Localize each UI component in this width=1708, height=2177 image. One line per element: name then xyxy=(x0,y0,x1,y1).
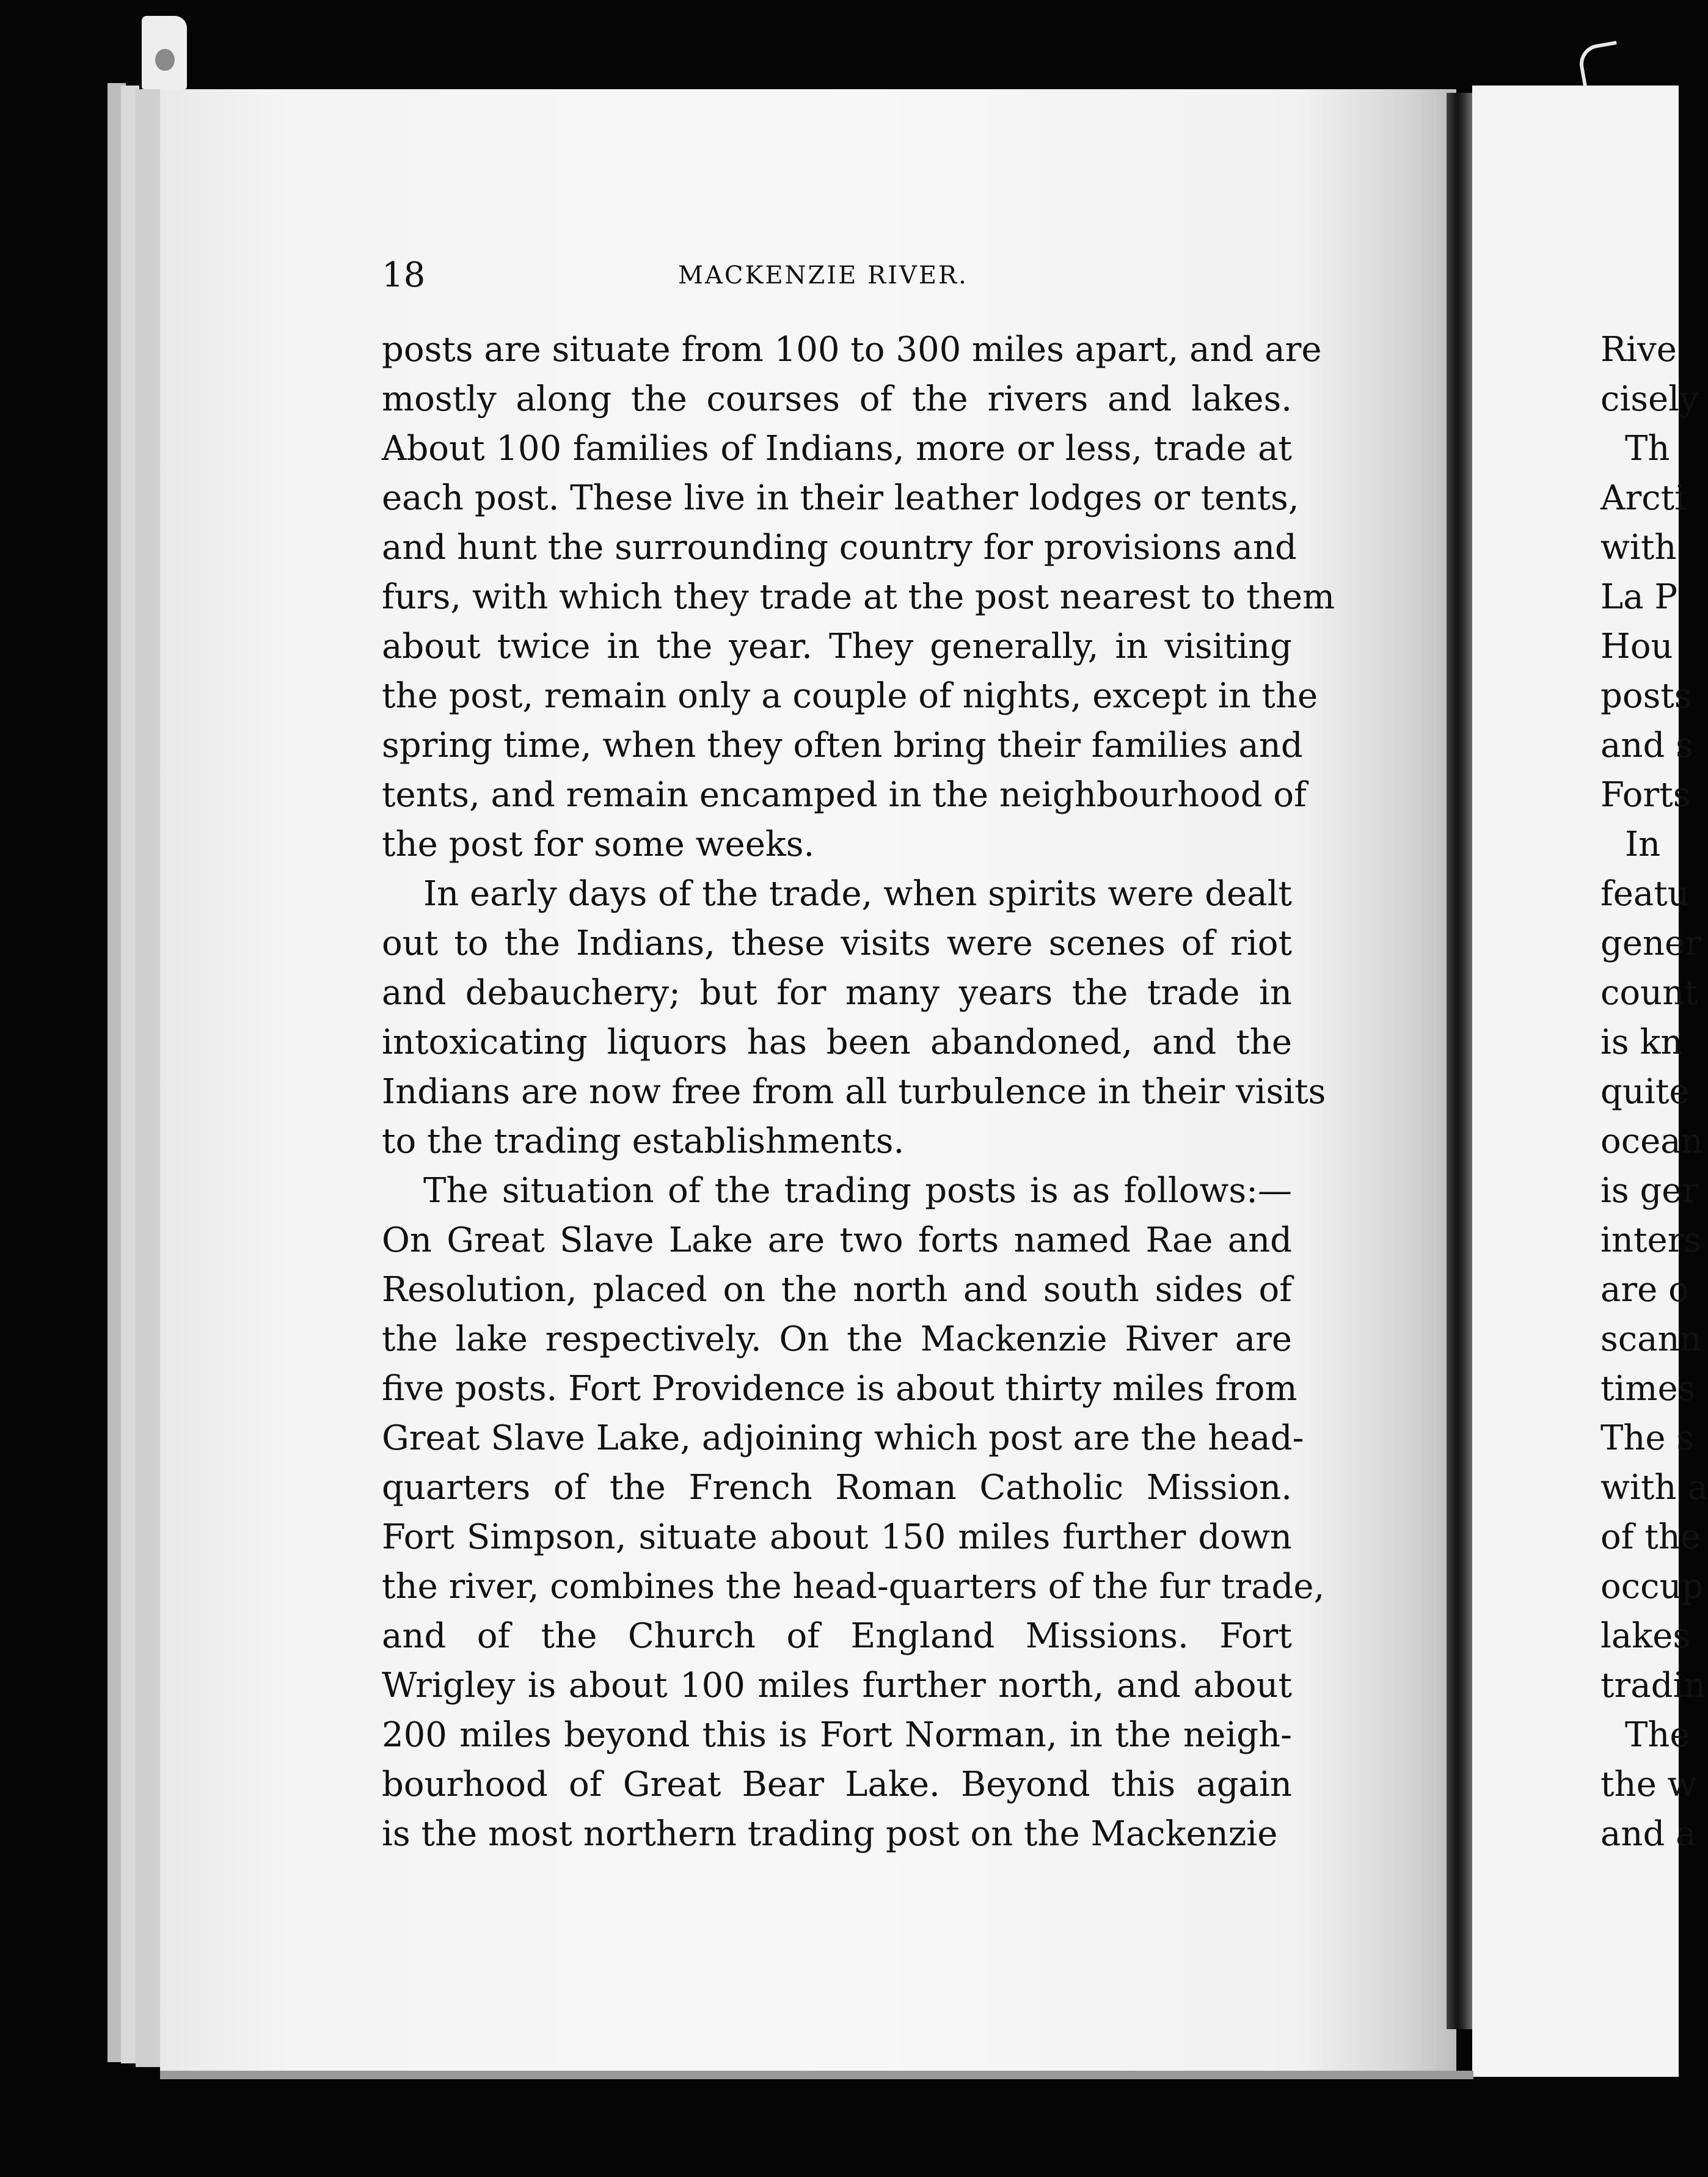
right-text-line: inters xyxy=(1600,1220,1702,1260)
right-text-line: La P xyxy=(1600,577,1678,617)
text-line: furs, with which they trade at the post nearest to them xyxy=(382,577,1335,617)
running-title: MACKENZIE RIVER. xyxy=(678,261,968,290)
paper-tab-scrap xyxy=(142,16,187,89)
scan-artifact xyxy=(1577,41,1623,87)
text-line: and of the Church of England Missions. Fort xyxy=(382,1616,1292,1656)
text-line: 200 miles beyond this is Fort Norman, in the neigh- xyxy=(382,1715,1292,1755)
text-line: mostly along the courses of the rivers and lakes. xyxy=(382,379,1292,419)
text-line: In early days of the trade, when spirits were dealt xyxy=(423,874,1292,914)
text-line: to the trading establishments. xyxy=(382,1121,905,1161)
text-line: About 100 families of Indians, more or less, trade at xyxy=(382,429,1292,469)
text-line: intoxicating liquors has been abandoned, and the xyxy=(382,1023,1292,1062)
right-text-line: The xyxy=(1625,1715,1690,1755)
text-line: posts are situate from 100 to 300 miles apart, and are xyxy=(382,330,1322,370)
right-text-line: and s xyxy=(1600,726,1693,765)
right-text-line: ocean xyxy=(1600,1121,1703,1161)
text-line: Indians are now free from all turbulence in their visits xyxy=(382,1072,1326,1112)
text-line: and debauchery; but for many years the trade in xyxy=(382,973,1292,1013)
right-text-line: Forts xyxy=(1600,775,1691,815)
right-text-line: cisely xyxy=(1600,379,1699,419)
text-line: the lake respectively. On the Mackenzie River are xyxy=(382,1319,1292,1359)
right-text-line: with a xyxy=(1600,1468,1708,1508)
text-line: Wrigley is about 100 miles further north, and about xyxy=(382,1666,1292,1705)
right-text-line: of the xyxy=(1600,1517,1701,1557)
page-bottom-edge xyxy=(160,2071,1473,2079)
text-line: about twice in the year. They generally, in visiting xyxy=(382,627,1292,666)
scrap-mark xyxy=(155,49,175,71)
text-line: Great Slave Lake, adjoining which post are the head- xyxy=(382,1418,1304,1458)
running-head xyxy=(382,255,1292,298)
right-text-line: the w xyxy=(1600,1765,1697,1804)
right-text-line: scann xyxy=(1600,1319,1702,1359)
right-text-line: Th xyxy=(1625,429,1670,469)
text-line: quarters of the French Roman Catholic Mission. xyxy=(382,1468,1292,1508)
page-number: 18 xyxy=(382,255,426,295)
right-text-line: and a xyxy=(1600,1814,1696,1854)
text-line: and hunt the surrounding country for provisions and xyxy=(382,528,1297,567)
right-text-line: tradin xyxy=(1600,1666,1706,1705)
text-line: Fort Simpson, situate about 150 miles further down xyxy=(382,1517,1292,1557)
right-text-line: Rive xyxy=(1600,330,1677,370)
right-text-line: are o xyxy=(1600,1270,1689,1310)
text-line: tents, and remain encamped in the neighbourhood of xyxy=(382,775,1307,815)
right-text-line: featu xyxy=(1600,874,1690,914)
text-line: Resolution, placed on the north and south sides of xyxy=(382,1270,1292,1310)
right-page-fragment-text xyxy=(1600,325,1708,1859)
text-line: spring time, when they often bring their families and xyxy=(382,726,1303,765)
right-text-line: times xyxy=(1600,1369,1696,1409)
right-text-line: with xyxy=(1600,528,1677,567)
right-text-line: count xyxy=(1600,973,1698,1013)
text-line: the post, remain only a couple of nights, except in the xyxy=(382,676,1318,716)
text-line: out to the Indians, these visits were scenes of riot xyxy=(382,924,1292,963)
right-text-line: quite xyxy=(1600,1072,1690,1112)
text-line: bourhood of Great Bear Lake. Beyond this again xyxy=(382,1765,1292,1804)
right-text-line: occup xyxy=(1600,1567,1704,1606)
right-text-line: Hou xyxy=(1600,627,1673,666)
text-line: each post. These live in their leather lodges or tents, xyxy=(382,478,1299,518)
text-line: the river, combines the head-quarters of the fur trade, xyxy=(382,1567,1325,1606)
book-gutter xyxy=(1447,93,1473,2029)
right-text-line: In xyxy=(1625,825,1661,864)
left-page-body-text xyxy=(382,325,1335,1859)
right-text-line: gener xyxy=(1600,924,1701,963)
right-text-line: is kn xyxy=(1600,1023,1683,1062)
text-line: On Great Slave Lake are two forts named Rae and xyxy=(382,1220,1292,1260)
text-line: is the most northern trading post on the Mackenzie xyxy=(382,1814,1278,1854)
text-line: The situation of the trading posts is as follows:— xyxy=(423,1171,1292,1211)
text-line: the post for some weeks. xyxy=(382,825,815,864)
right-text-line: lakes xyxy=(1600,1616,1691,1656)
page-edge xyxy=(136,89,160,2067)
text-line: five posts. Fort Providence is about thirty miles from xyxy=(382,1369,1297,1409)
right-text-line: posts xyxy=(1600,676,1692,716)
right-text-line: Arcti xyxy=(1600,478,1685,518)
right-text-line: The s xyxy=(1600,1418,1695,1458)
right-text-line: is ger xyxy=(1600,1171,1699,1211)
